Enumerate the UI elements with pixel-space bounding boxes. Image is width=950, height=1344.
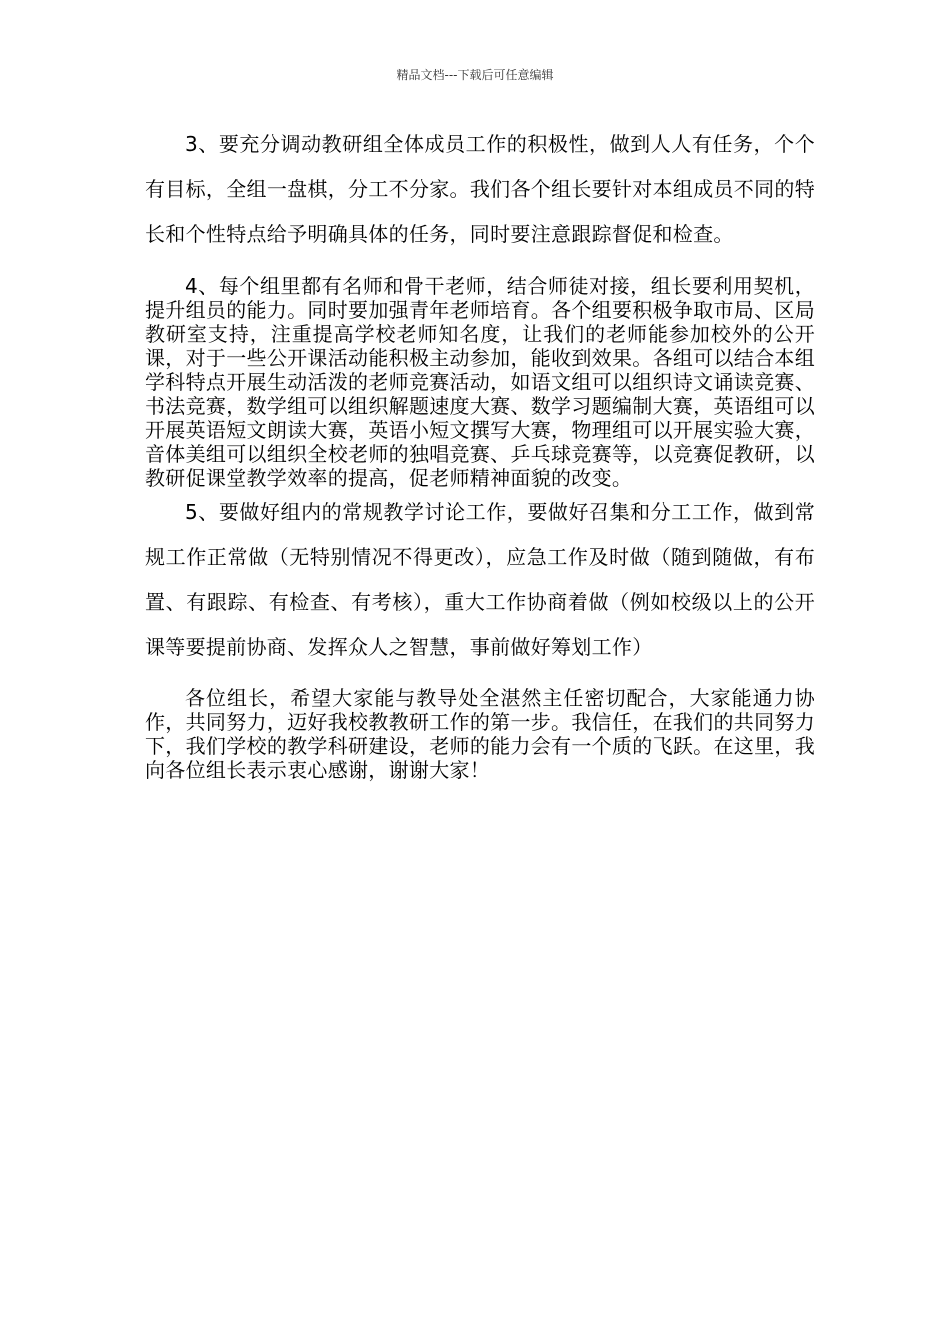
document-body	[145, 122, 815, 782]
page-header: 精品文档---下载后可任意编辑	[396, 68, 554, 82]
paragraph-3: 3、要充分调动教研组全体成员工作的积极性，做到人人有任务，个个有目标，全组一盘棋，分工不分家。我们各个组长要针对本组成员不同的特长和个性特点给予明确具体的任务，同时要注意跟踪督促和检查。	[145, 132, 815, 246]
closing-paragraph: 各位组长，希望大家能与教导处全湛然主任密切配合，大家能通力协作，共同努力，迈好我校教教研工作的第一步。我信任，在我们的共同努力下，我们学校的教学科研建设，老师的能力会有一个质的飞跃。在这里，我向各位组长表示衷心感谢，谢谢大家！	[145, 686, 815, 782]
paragraph-4: 4、每个组里都有名师和骨干老师，结合师徒对接，组长要利用契机，提升组员的能力。同时要加强青年老师培育。各个组要积极争取市局、区局教研室支持，注重提高学校老师知名度，让我们的老师能参加校外的公开课，对于一些公开课活动能积极主动参加，能收到效果。各组可以结合本组学科特点开展生动活泼的老师竞赛活动，如语文组可以组织诗文诵读竞赛、书法竞赛，数学组可以组织解题速度大赛、数学习题编制大赛，英语组可以开展英语短文朗读大赛，英语小短文撰写大赛，物理组可以开展实验大赛，音体美组可以组织全校老师的独唱竞赛、乒乓球竞赛等，以竞赛促教研，以教研促课堂教学效率的提高，促老师精神面貌的改变。	[145, 274, 815, 490]
paragraph-5: 5、要做好组内的常规教学讨论工作，要做好召集和分工工作，做到常规工作正常做（无特别情况不得更改），应急工作及时做（随到随做，有布置、有跟踪、有检查、有考核），重大工作协商着做（例如校级以上的公开课等要提前协商、发挥众人之智慧，事前做好筹划工作）	[145, 500, 815, 659]
